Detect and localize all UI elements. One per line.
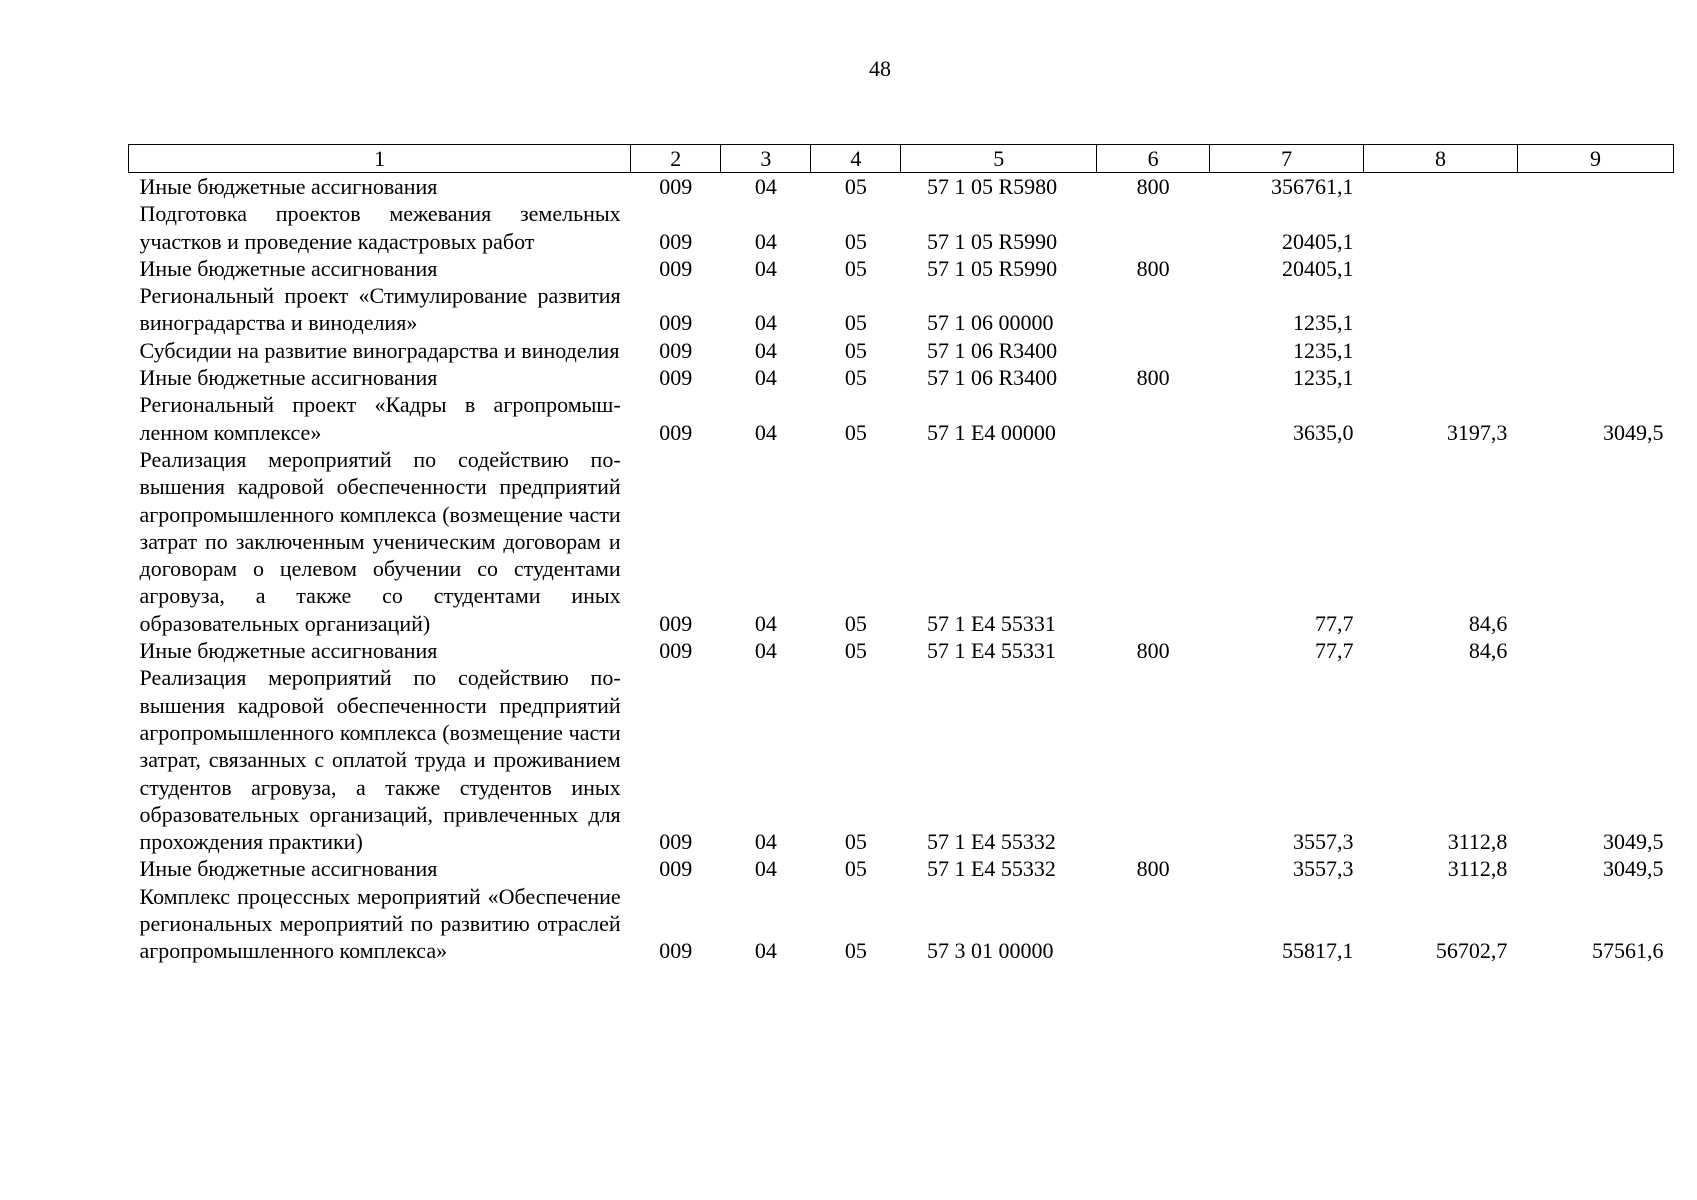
row-name-cell: Иные бюджетные ассигнования	[139, 174, 438, 199]
row-cell-c9	[1517, 282, 1673, 337]
row-cell-c9: 3049,5	[1603, 829, 1664, 855]
row-cell-c9: 57561,6	[1592, 938, 1664, 964]
table-row	[129, 446, 1674, 637]
row-cell-c3: 04	[754, 829, 777, 855]
row-cell-c9	[1517, 173, 1673, 201]
row-cell-c5: 57 3 01 00000	[926, 938, 1054, 964]
row-cell-c2: 009	[659, 228, 693, 254]
row-cell-c7: 1235,1	[1293, 310, 1354, 336]
row-cell-c4: 05	[844, 174, 867, 199]
row-cell-c2: 009	[659, 310, 693, 336]
row-cell-c7: 356761,1	[1271, 174, 1354, 199]
header-col-8: 8	[1364, 145, 1518, 173]
row-cell-c2: 009	[659, 337, 693, 363]
table-row	[129, 337, 1674, 364]
row-cell-c7: 20405,1	[1282, 228, 1354, 254]
row-cell-c9	[1517, 255, 1673, 282]
row-cell-c2: 009	[659, 365, 693, 391]
row-cell-c3: 04	[754, 365, 777, 391]
row-cell-c8	[1364, 173, 1518, 201]
row-cell-c8	[1364, 364, 1518, 391]
budget-table	[128, 144, 1674, 965]
row-cell-c4: 05	[844, 638, 867, 664]
row-cell-c6	[1097, 337, 1210, 364]
row-cell-c3: 04	[754, 638, 777, 664]
row-cell-c9	[1517, 337, 1673, 364]
row-cell-c7: 3557,3	[1293, 829, 1354, 855]
row-name-cell: Иные бюджетные ассигнования	[139, 255, 438, 281]
row-cell-c7: 3635,0	[1293, 419, 1354, 445]
row-name-cell: Подготовка проектов межевания земельных участков и проведение кадастровых работ	[139, 201, 621, 254]
table-body	[129, 173, 1674, 965]
row-cell-c9	[1517, 200, 1673, 255]
table-row	[129, 883, 1674, 965]
row-cell-c4: 05	[844, 310, 867, 336]
row-cell-c6: 800	[1136, 856, 1170, 882]
row-cell-c6	[1097, 200, 1210, 255]
row-cell-c9	[1517, 446, 1673, 637]
row-cell-c8: 56702,7	[1435, 938, 1508, 964]
row-name-cell: Реализация мероприятий по содействию повышения кадровой обеспеченности предприятий агропромышленного комплекса (возмещение части затрат, связанных с оплатой труда и проживанием студентов агровуза, а также студентов иных образовательных организаций, привлеченных для прохождения практики)	[139, 665, 621, 855]
table-row	[129, 637, 1674, 664]
row-cell-c8	[1364, 200, 1518, 255]
row-cell-c2: 009	[659, 829, 693, 855]
table-row	[129, 855, 1674, 882]
row-cell-c4: 05	[844, 856, 867, 882]
row-cell-c2: 009	[659, 610, 693, 636]
header-col-7: 7	[1210, 145, 1364, 173]
row-cell-c8: 3112,8	[1447, 856, 1508, 882]
table-row	[129, 173, 1674, 201]
table-row	[129, 664, 1674, 855]
header-row	[129, 145, 1674, 173]
header-col-5: 5	[901, 145, 1097, 173]
row-name-cell: Иные бюджетные ассигнования	[139, 365, 438, 391]
row-cell-c7: 1235,1	[1293, 337, 1354, 363]
row-cell-c7: 3557,3	[1293, 856, 1354, 882]
row-cell-c9: 3049,5	[1603, 419, 1664, 445]
row-cell-c2: 009	[659, 174, 693, 199]
header-col-1: 1	[129, 145, 631, 173]
row-cell-c4: 05	[844, 829, 867, 855]
header-col-2: 2	[631, 145, 721, 173]
row-cell-c4: 05	[844, 419, 867, 445]
row-cell-c8	[1364, 255, 1518, 282]
row-cell-c6: 800	[1136, 255, 1170, 281]
table-row	[129, 282, 1674, 337]
row-cell-c4: 05	[844, 365, 867, 391]
row-cell-c5: 57 1 06 R3400	[926, 337, 1058, 363]
row-cell-c8: 3197,3	[1446, 419, 1508, 445]
row-cell-c6	[1097, 282, 1210, 337]
row-cell-c9: 3049,5	[1603, 856, 1664, 882]
row-cell-c7: 55817,1	[1282, 938, 1354, 964]
row-cell-c9	[1517, 364, 1673, 391]
row-name-cell: Региональный проект «Стимулирование развития виноградарства и виноделия»	[139, 283, 621, 336]
row-name-cell: Комплекс процессных мероприятий «Обеспечение региональных мероприятий по развитию отраслей агропромышленного комплекса»	[139, 883, 621, 964]
row-cell-c5: 57 1 06 00000	[926, 310, 1054, 336]
row-cell-c5: 57 1 E4 55331	[926, 610, 1056, 636]
row-cell-c5: 57 1 06 R3400	[926, 365, 1058, 391]
row-cell-c4: 05	[844, 255, 867, 281]
row-cell-c6	[1097, 391, 1210, 446]
row-cell-c7: 20405,1	[1282, 255, 1354, 281]
row-cell-c3: 04	[754, 610, 777, 636]
row-name-cell: Региональный проект «Кадры в агропромышленном комплексе»	[139, 392, 621, 445]
row-cell-c5: 57 1 E4 00000	[926, 419, 1056, 445]
row-cell-c3: 04	[754, 938, 777, 964]
header-col-6: 6	[1097, 145, 1210, 173]
row-cell-c4: 05	[844, 610, 867, 636]
table-row	[129, 391, 1674, 446]
row-cell-c6	[1097, 664, 1210, 855]
row-cell-c2: 009	[659, 255, 693, 281]
row-cell-c8	[1364, 337, 1518, 364]
row-cell-c6: 800	[1136, 638, 1170, 664]
row-cell-c5: 57 1 05 R5990	[926, 228, 1058, 254]
table-row	[129, 200, 1674, 255]
row-cell-c6	[1097, 446, 1210, 637]
row-cell-c8: 84,6	[1468, 638, 1508, 664]
table-header	[129, 145, 1674, 173]
row-cell-c3: 04	[754, 174, 777, 199]
row-cell-c2: 009	[659, 856, 693, 882]
table-row	[129, 255, 1674, 282]
row-cell-c6	[1097, 883, 1210, 965]
row-cell-c3: 04	[754, 856, 777, 882]
row-name-cell: Иные бюджетные ассигнования	[139, 856, 438, 882]
page-number: 48	[869, 56, 891, 81]
table-row	[129, 364, 1674, 391]
row-cell-c4: 05	[844, 228, 867, 254]
row-cell-c8: 84,6	[1468, 610, 1508, 636]
row-cell-c3: 04	[754, 255, 777, 281]
row-cell-c7: 77,7	[1315, 638, 1354, 664]
row-cell-c6: 800	[1136, 365, 1170, 391]
header-col-4: 4	[811, 145, 901, 173]
row-cell-c9	[1517, 637, 1673, 664]
row-cell-c8: 3112,8	[1447, 829, 1508, 855]
row-cell-c5: 57 1 05 R5980	[926, 174, 1058, 199]
row-cell-c2: 009	[659, 419, 693, 445]
row-cell-c7: 77,7	[1315, 610, 1354, 636]
row-cell-c3: 04	[754, 228, 777, 254]
row-cell-c4: 05	[844, 337, 867, 363]
header-col-3: 3	[721, 145, 811, 173]
row-cell-c5: 57 1 E4 55332	[926, 829, 1056, 855]
row-cell-c2: 009	[659, 638, 693, 664]
row-cell-c8	[1364, 282, 1518, 337]
row-cell-c4: 05	[844, 938, 867, 964]
row-cell-c3: 04	[754, 310, 777, 336]
row-cell-c5: 57 1 05 R5990	[926, 255, 1058, 281]
row-cell-c5: 57 1 E4 55332	[926, 856, 1056, 882]
row-name-cell: Реализация мероприятий по содействию повышения кадровой обеспеченности предприятий агропромышленного комплекса (возмещение части затрат по заключенным ученическим договорам и договорам о целевом обучении со студентами агровуза, а также со студентами иных образовательных организаций)	[139, 446, 621, 636]
row-name-cell: Иные бюджетные ассигнования	[139, 638, 438, 664]
row-cell-c5: 57 1 E4 55331	[926, 638, 1056, 664]
row-cell-c7: 1235,1	[1293, 365, 1354, 391]
row-cell-c3: 04	[754, 337, 777, 363]
row-cell-c6: 800	[1136, 174, 1170, 199]
header-col-9: 9	[1517, 145, 1673, 173]
row-cell-c2: 009	[659, 938, 693, 964]
row-cell-c3: 04	[754, 419, 777, 445]
row-name-cell: Субсидии на развитие виноградарства и виноделия	[139, 337, 620, 363]
